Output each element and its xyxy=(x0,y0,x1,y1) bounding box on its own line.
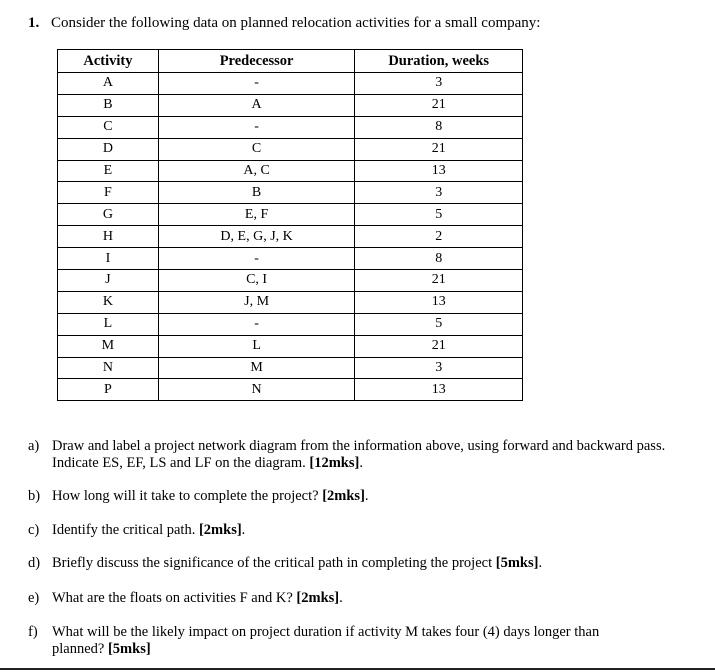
table-row xyxy=(58,335,523,357)
table-row xyxy=(58,204,523,226)
cell-activity: P xyxy=(58,379,159,401)
cell-predecessor: M xyxy=(158,357,355,379)
table-row xyxy=(58,357,523,379)
header-activity: Activity xyxy=(58,50,159,73)
subquestion-marks: [5mks] xyxy=(495,555,539,571)
cell-duration: 5 xyxy=(355,313,523,335)
table-header-row xyxy=(58,50,523,73)
subquestion-text: What are the floats on activities F and K? xyxy=(52,590,293,606)
cell-predecessor: D, E, G, J, K xyxy=(158,226,355,248)
subquestion-label: f) xyxy=(28,624,38,640)
subquestion-label: a) xyxy=(28,438,40,454)
cell-predecessor: - xyxy=(158,73,355,95)
cell-duration: 21 xyxy=(355,335,523,357)
bottom-divider xyxy=(0,668,715,670)
subquestion-marks: [5mks] xyxy=(107,641,151,657)
subquestion-label: e) xyxy=(28,590,40,606)
cell-predecessor: L xyxy=(158,335,355,357)
cell-predecessor: - xyxy=(158,116,355,138)
cell-activity: G xyxy=(58,204,159,226)
cell-duration: 21 xyxy=(355,138,523,160)
table-row xyxy=(58,248,523,270)
subquestion-end: . xyxy=(339,590,343,606)
subquestion-text: Identify the critical path. xyxy=(52,522,196,538)
cell-predecessor: C, I xyxy=(158,270,355,292)
cell-predecessor: - xyxy=(158,248,355,270)
table-row xyxy=(58,270,523,292)
cell-duration: 3 xyxy=(355,73,523,95)
cell-activity: D xyxy=(58,138,159,160)
subquestion-marks: [2mks] xyxy=(198,522,242,538)
header-predecessor: Predecessor xyxy=(158,50,355,73)
subquestion-text: Draw and label a project network diagram from the information above, using forward and backward pass. xyxy=(52,438,666,454)
subquestion-label: c) xyxy=(28,522,40,538)
subquestion-label: d) xyxy=(28,555,41,571)
table-row xyxy=(58,226,523,248)
cell-activity: L xyxy=(58,313,159,335)
cell-duration: 3 xyxy=(355,357,523,379)
cell-duration: 13 xyxy=(355,291,523,313)
cell-predecessor: N xyxy=(158,379,355,401)
table-row xyxy=(58,160,523,182)
cell-predecessor: B xyxy=(158,182,355,204)
cell-duration: 3 xyxy=(355,182,523,204)
cell-activity: H xyxy=(58,226,159,248)
cell-duration: 21 xyxy=(355,270,523,292)
cell-predecessor: C xyxy=(158,138,355,160)
table-row xyxy=(58,138,523,160)
subquestion-text: Briefly discuss the significance of the critical path in completing the project xyxy=(52,555,493,571)
cell-activity: A xyxy=(58,73,159,95)
subquestion-end: . xyxy=(364,488,369,504)
subquestion-marks: [2mks] xyxy=(322,488,365,504)
cell-activity: E xyxy=(58,160,159,182)
cell-predecessor: - xyxy=(158,313,355,335)
activity-table xyxy=(57,49,523,401)
cell-duration: 2 xyxy=(355,226,523,248)
question-title xyxy=(28,15,540,32)
subquestion-label: b) xyxy=(28,488,41,504)
cell-duration: 8 xyxy=(355,248,523,270)
table-row xyxy=(58,116,523,138)
cell-activity: J xyxy=(58,270,159,292)
cell-duration: 13 xyxy=(355,160,523,182)
subquestion-text-cont: planned? xyxy=(52,641,105,657)
table-row xyxy=(58,182,523,204)
cell-predecessor: E, F xyxy=(158,204,355,226)
cell-activity: M xyxy=(58,335,159,357)
subquestion-end: . xyxy=(538,555,543,571)
cell-duration: 13 xyxy=(355,379,523,401)
subquestion-marks: [12mks] xyxy=(309,455,360,471)
cell-activity: K xyxy=(58,291,159,313)
cell-predecessor: A xyxy=(158,94,355,116)
cell-activity: N xyxy=(58,357,159,379)
cell-duration: 21 xyxy=(355,94,523,116)
cell-activity: F xyxy=(58,182,159,204)
subquestion-text-cont: Indicate ES, EF, LS and LF on the diagram. xyxy=(52,455,306,471)
cell-predecessor: J, M xyxy=(158,291,355,313)
table-row xyxy=(58,313,523,335)
subquestion-marks: [2mks] xyxy=(296,590,340,606)
question-number: 1. xyxy=(28,15,40,31)
subquestion-text: How long will it take to complete the project? xyxy=(52,488,319,504)
cell-duration: 5 xyxy=(355,204,523,226)
table-row xyxy=(58,94,523,116)
subquestion-end: . xyxy=(241,522,246,538)
table-row xyxy=(58,73,523,95)
table-row xyxy=(58,379,523,401)
cell-activity: C xyxy=(58,116,159,138)
table-row xyxy=(58,291,523,313)
cell-activity: B xyxy=(58,94,159,116)
subquestion-text: What will be the likely impact on project duration if activity M takes four (4) days longer than xyxy=(52,624,600,640)
subquestion-end: . xyxy=(359,455,363,471)
header-duration: Duration, weeks xyxy=(355,50,523,73)
cell-activity: I xyxy=(58,248,159,270)
question-text: Consider the following data on planned relocation activities for a small company: xyxy=(51,15,541,31)
cell-predecessor: A, C xyxy=(158,160,355,182)
cell-duration: 8 xyxy=(355,116,523,138)
